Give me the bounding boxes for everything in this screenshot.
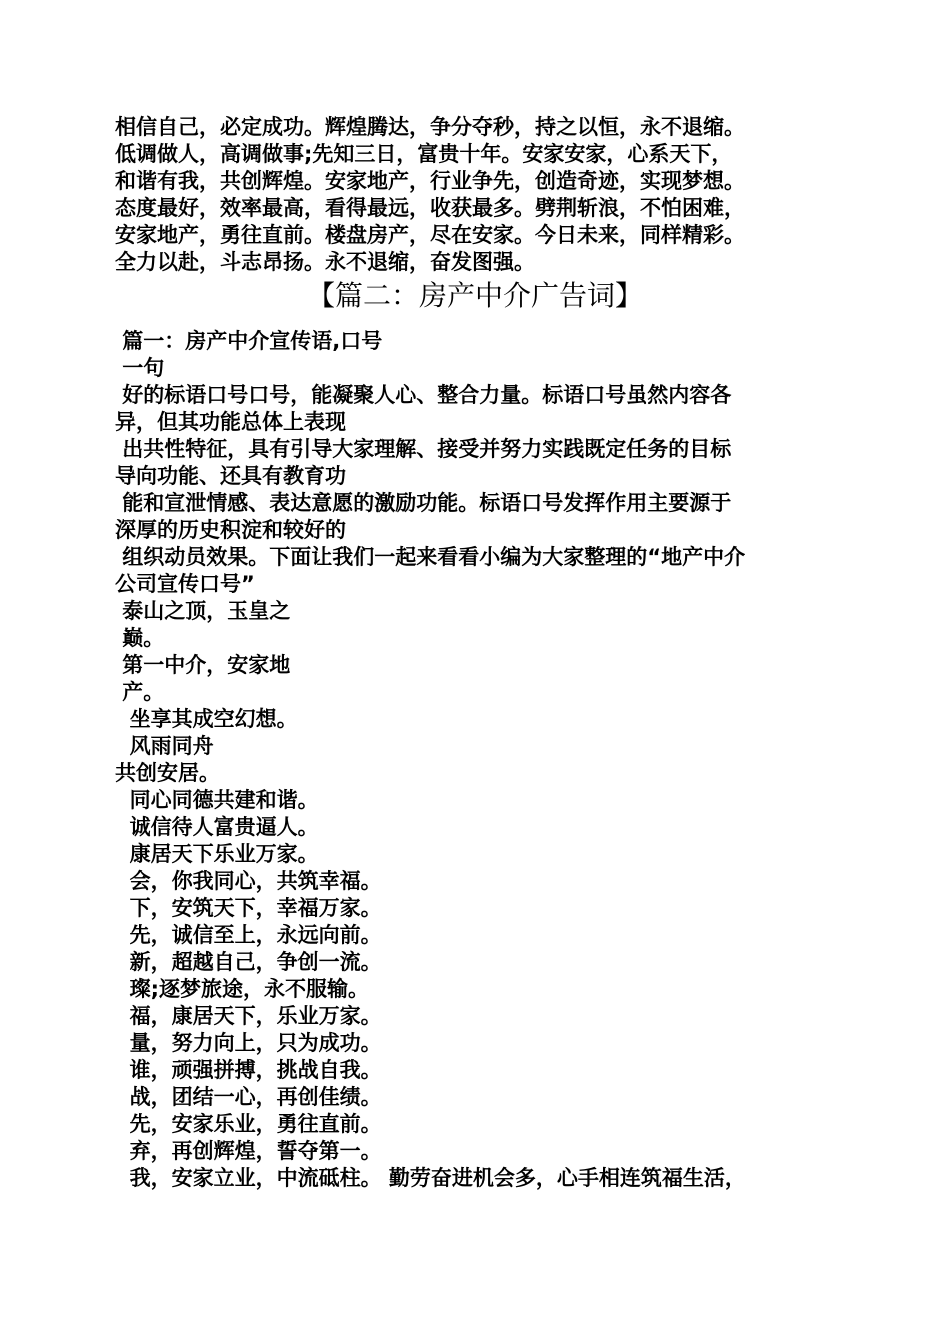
text-line: 好的标语口号口号，能凝聚人心、整合力量。标语口号虽然内容各 <box>115 383 732 407</box>
text-line: 能和宣泄情感、表达意愿的激励功能。标语口号发挥作用主要源于 <box>115 491 732 515</box>
text-line: 巅。 <box>115 626 165 650</box>
text-line: 风雨同舟 <box>115 734 214 758</box>
text-line: 量，努力向上，只为成功。 <box>115 1031 382 1055</box>
text-line: 出共性特征，具有引导大家理解、接受并努力实践既定任务的目标 <box>115 437 732 461</box>
text-line: 坐享其成空幻想。 <box>115 707 298 731</box>
text-line: 先，诚信至上，永远向前。 <box>115 923 382 947</box>
text-line: 先，安家乐业，勇往直前。 <box>115 1112 382 1136</box>
text-line: 泰山之顶，玉皇之 <box>115 599 291 623</box>
text-line: 康居天下乐业万家。 <box>115 842 319 866</box>
subsection-title: 篇一：房产中介宣传语,口号 <box>115 329 383 353</box>
document-content <box>115 114 835 1192</box>
text-line: 共创安居。 <box>115 761 220 785</box>
text-line: 和谐有我，共创辉煌。安家地产，行业争先，创造奇迹，实现梦想。 <box>115 169 745 193</box>
intro-paragraph <box>115 114 835 276</box>
body-text <box>115 355 835 1192</box>
text-line: 产。 <box>115 680 165 704</box>
text-line: 相信自己，必定成功。辉煌腾达，争分夺秒，持之以恒，永不退缩。 <box>115 115 745 139</box>
text-line: 弃，再创辉煌，誓夺第一。 <box>115 1139 382 1163</box>
text-line: 下，安筑天下，幸福万家。 <box>115 896 382 920</box>
text-line: 新，超越自己，争创一流。 <box>115 950 382 974</box>
text-line: 组织动员效果。下面让我们一起来看看小编为大家整理的“地产中介 <box>115 545 746 569</box>
text-line: 深厚的历史积淀和较好的 <box>115 518 346 542</box>
text-line: 公司宣传口号” <box>115 572 255 596</box>
text-line: 同心同德共建和谐。 <box>115 788 319 812</box>
text-line: 璨;逐梦旅途，永不服输。 <box>115 977 370 1001</box>
text-line: 一句 <box>115 356 165 380</box>
text-line: 会，你我同心，共筑幸福。 <box>115 869 382 893</box>
text-line: 异，但其功能总体上表现 <box>115 410 346 434</box>
text-line: 态度最好，效率最高，看得最远，收获最多。劈荆斩浪，不怕困难， <box>115 196 745 220</box>
text-line: 安家地产，勇往直前。楼盘房产，尽在安家。今日未来，同样精彩。 <box>115 223 745 247</box>
section-heading: 【篇二：房产中介广告词】 <box>306 279 643 312</box>
text-line: 导向功能、还具有教育功 <box>115 464 346 488</box>
text-line: 诚信待人富贵逼人。 <box>115 815 319 839</box>
text-line: 战，团结一心，再创佳绩。 <box>115 1085 382 1109</box>
text-line: 谁，顽强拼搏，挑战自我。 <box>115 1058 382 1082</box>
text-line: 我，安家立业，中流砥柱。 勤劳奋进机会多，心手相连筑福生活， <box>115 1166 746 1190</box>
text-line: 全力以赴，斗志昂扬。永不退缩，奋发图强。 <box>115 250 535 274</box>
text-line: 第一中介，安家地 <box>115 653 291 677</box>
text-line: 低调做人，高调做事;先知三日，富贵十年。安家安家，心系天下， <box>115 142 733 166</box>
text-line: 福，康居天下，乐业万家。 <box>115 1004 382 1028</box>
